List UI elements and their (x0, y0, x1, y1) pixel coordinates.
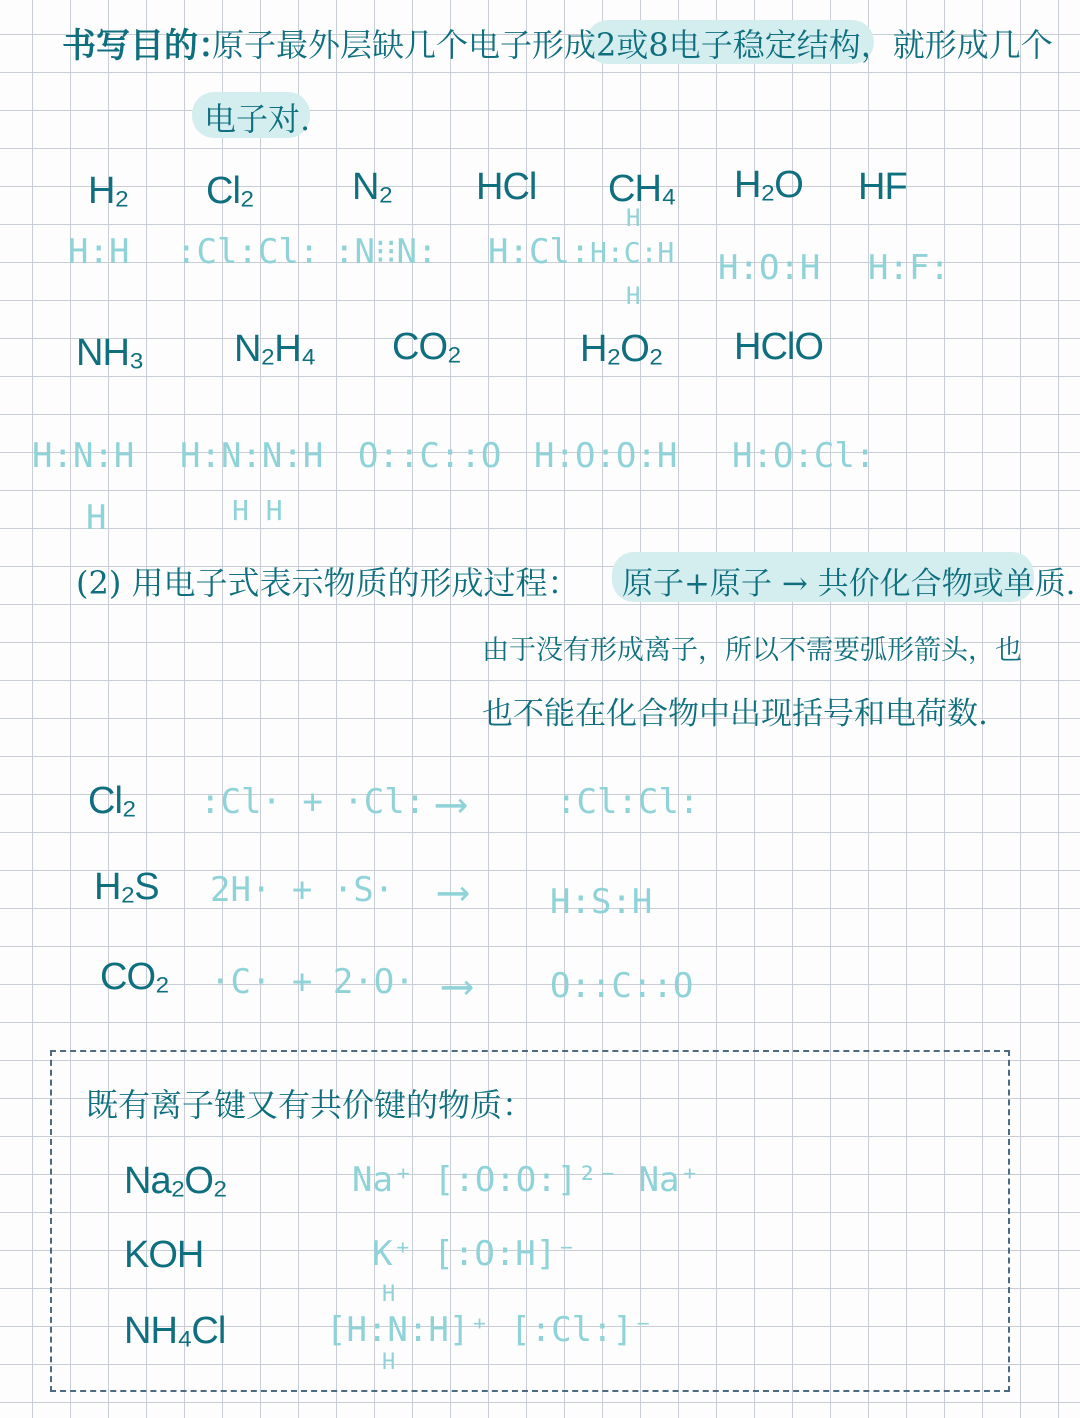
nh4cl-bottom-h: H (382, 1350, 396, 1375)
lewis-co2: O::C::O (358, 436, 502, 476)
formula-nh3: NH₃ (76, 332, 144, 374)
process-right-co2: O::C::O (550, 966, 694, 1006)
process-arrow-co2: ⟶ (444, 960, 471, 1011)
process-arrow-h2s: ⟶ (440, 866, 467, 917)
section2-note1: 由于没有形成离子，所以不需要弧形箭头，也 (482, 635, 1022, 666)
formula-nh4cl: NH₄Cl (124, 1310, 226, 1352)
ch4-top-h: H (626, 204, 641, 232)
formula-n2h4: N₂H₄ (234, 328, 316, 370)
formula-cl2: Cl₂ (206, 170, 254, 212)
formula-koh: KOH (124, 1234, 204, 1276)
purpose-label: 书写目的： (62, 26, 232, 66)
lewis-na2o2: Na⁺ [:O:O:]²⁻ Na⁺ (352, 1160, 700, 1200)
lewis-hf: H:F: (868, 248, 950, 288)
section2-highlight: 原子+原子 → 共价化合物或单质. (622, 566, 1076, 602)
formula-hclo: HClO (734, 326, 823, 368)
formula-ch4: CH₄ (608, 168, 676, 210)
lewis-hclo: H:O:Cl: (732, 436, 876, 476)
formula-h2o: H₂O (734, 164, 803, 206)
nh4cl-top-h: H (382, 1282, 396, 1307)
formula-na2o2: Na₂O₂ (124, 1160, 227, 1202)
section2-title: (2) 用电子式表示物质的形成过程： (76, 564, 580, 602)
nh3-bottom-h: H (86, 498, 107, 538)
purpose-line1: 原子最外层缺几个电子形成2或8电子稳定结构，就形成几个 (212, 26, 1053, 64)
process-left-h2s: 2H· + ·S· (210, 870, 395, 910)
process-right-h2s: H:S:H (550, 882, 653, 922)
process-left-co2: ·C· + 2·O· (210, 962, 415, 1002)
lewis-ch4: H:C:H (590, 236, 675, 269)
lewis-h2: H:H (68, 232, 130, 272)
process-arrow-cl2: ⟶ (438, 778, 465, 829)
lewis-nh3: H:N:H (32, 436, 135, 476)
lewis-h2o2: H:O:O:H (534, 436, 678, 476)
lewis-cl2: :Cl:Cl: (176, 232, 320, 272)
formula-hcl: HCl (476, 166, 537, 208)
section2-note2: 也不能在化合物中出现括号和电荷数. (482, 696, 988, 732)
purpose-line2: 电子对. (204, 100, 311, 138)
formula-co2: CO₂ (392, 326, 461, 368)
process-formula-h2s: H₂S (94, 866, 159, 908)
lewis-hcl: H:Cl: (488, 232, 591, 272)
formula-h2: H₂ (88, 170, 129, 212)
formula-hf: HF (858, 166, 907, 208)
lewis-nh4cl: [H:N:H]⁺ [:Cl:]⁻ (326, 1310, 654, 1350)
lewis-n2h4: H:N:N:H (180, 436, 324, 476)
lewis-h2o: H:O:H (718, 248, 821, 288)
process-formula-cl2: Cl₂ (88, 780, 136, 822)
process-left-cl2: :Cl· + ·Cl: (200, 782, 426, 822)
ch4-bottom-h: H (626, 282, 641, 310)
formula-h2o2: H₂O₂ (580, 328, 663, 370)
n2h4-bottom-h: H H (232, 494, 283, 527)
lewis-n2: :N⁝⁝N: (334, 232, 438, 272)
lewis-koh: K⁺ [:O:H]⁻ (372, 1234, 577, 1274)
ionic-box-title: 既有离子键又有共价键的物质： (86, 1086, 535, 1124)
process-right-cl2: :Cl:Cl: (556, 782, 700, 822)
process-formula-co2: CO₂ (100, 956, 169, 998)
formula-n2: N₂ (352, 166, 393, 208)
